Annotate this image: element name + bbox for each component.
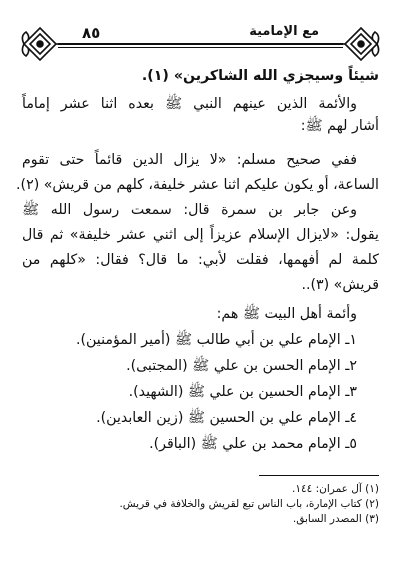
list-item: ٤ـ الإمام علي بن الحسين ﷺ (زين العابدين). <box>96 410 357 426</box>
text-line: قريش» (٣).. <box>301 277 379 293</box>
text-line: الساعة، أو يكون عليكم اثنا عشر خليفة، كلهم من قريش» (٢). <box>16 177 379 193</box>
page-header <box>18 22 383 66</box>
running-title: مع الإمامية <box>249 24 319 39</box>
text-line: وعن جابر بن سمرة قال: سمعت رسول الله ﷺ <box>22 202 357 218</box>
text-line: شيئاً وسيجزي الله الشاكرين» (١). <box>141 68 379 84</box>
ornament-right-icon <box>339 22 383 66</box>
footnote: (١) آل عمران: ١٤٤. <box>292 483 379 495</box>
list-item: ٣ـ الإمام الحسين بن علي ﷺ (الشهيد). <box>128 384 357 400</box>
header-rule-thin <box>58 47 343 48</box>
page-number: ٨٥ <box>82 24 101 42</box>
text-line: وأئمة أهل البيت ﷺ هم: <box>216 306 357 322</box>
text-line: والأئمة الذين عينهم النبي ﷺ بعده اثنا عشر إماماً <box>22 96 357 112</box>
ornament-left-icon <box>18 22 62 66</box>
footnote-rule <box>259 475 379 476</box>
text-line: يقول: «لايزال الإسلام عزيزاً إلى اثني عشر خليفة» ثم قال <box>22 227 379 243</box>
list-item: ٥ـ الإمام محمد بن علي ﷺ (الباقر). <box>149 436 357 452</box>
list-item: ٢ـ الإمام الحسن بن علي ﷺ (المجتبى). <box>126 358 357 374</box>
text-line: أشار لهم ﷺ: <box>300 118 379 134</box>
header-rule <box>58 43 343 45</box>
text-line: كلمة لم أفهمها، فقلت لأبي: ما قال؟ فقال: «كلهم من <box>22 252 379 268</box>
footnote: (٢) كتاب الإمارة، باب الناس تبع لقريش والخلافة في قريش. <box>119 498 379 510</box>
footnote: (٣) المصدر السابق. <box>292 513 379 525</box>
text-line: ففي صحيح مسلم: «لا يزال الدين قائماً حتى تقوم <box>22 152 357 168</box>
list-item: ١ـ الإمام علي بن أبي طالب ﷺ (أمير المؤمنين). <box>75 332 357 348</box>
